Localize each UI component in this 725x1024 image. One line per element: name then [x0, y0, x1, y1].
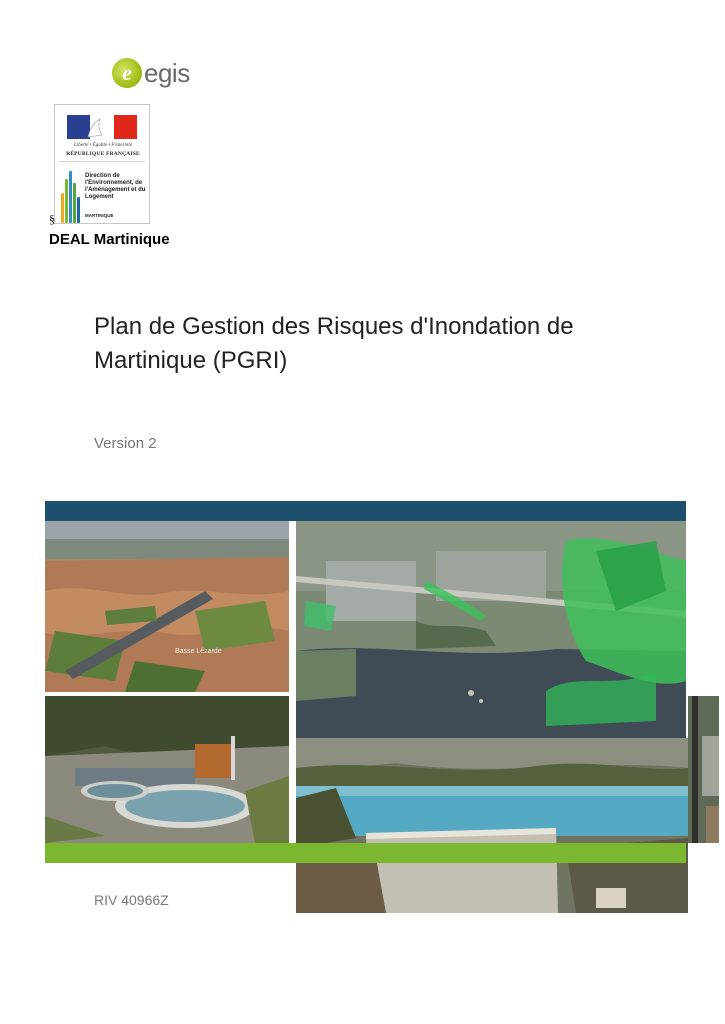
logo-divider: [59, 161, 145, 162]
flood-caption: Basse Lézarde: [175, 648, 222, 655]
dam-lake-photo: [296, 738, 688, 913]
document-reference: RIV 40966Z: [94, 892, 169, 908]
egis-mark-icon: e: [112, 58, 142, 88]
flood-photo: [45, 521, 289, 692]
satellite-map: [296, 521, 686, 741]
french-flag-icon: [67, 115, 137, 139]
document-version: Version 2: [94, 435, 157, 452]
document-title: Plan de Gestion des Risques d'Inondation de Martinique (PGRI): [94, 313, 574, 374]
egis-wordmark: egis: [144, 58, 190, 88]
republic-name: RÉPUBLIQUE FRANÇAISE: [66, 151, 140, 157]
egis-logo: [112, 56, 202, 92]
organization-name: DEAL Martinique: [49, 231, 170, 248]
side-strip-photo: [688, 696, 719, 843]
republic-motto: Liberté • Égalité • Fraternité: [74, 143, 132, 148]
green-band: [45, 843, 686, 863]
region-name: MARTINIQUE: [85, 213, 114, 218]
paragraph-mark: §: [49, 212, 55, 226]
deal-stripes-icon: [61, 167, 81, 223]
blue-band: [45, 501, 686, 521]
treatment-plant-photo: [45, 696, 289, 843]
directorate-name: Direction de l'Environnement, de l'Aménagement et du Logement: [85, 173, 146, 200]
republique-francaise-logo: [54, 104, 150, 224]
